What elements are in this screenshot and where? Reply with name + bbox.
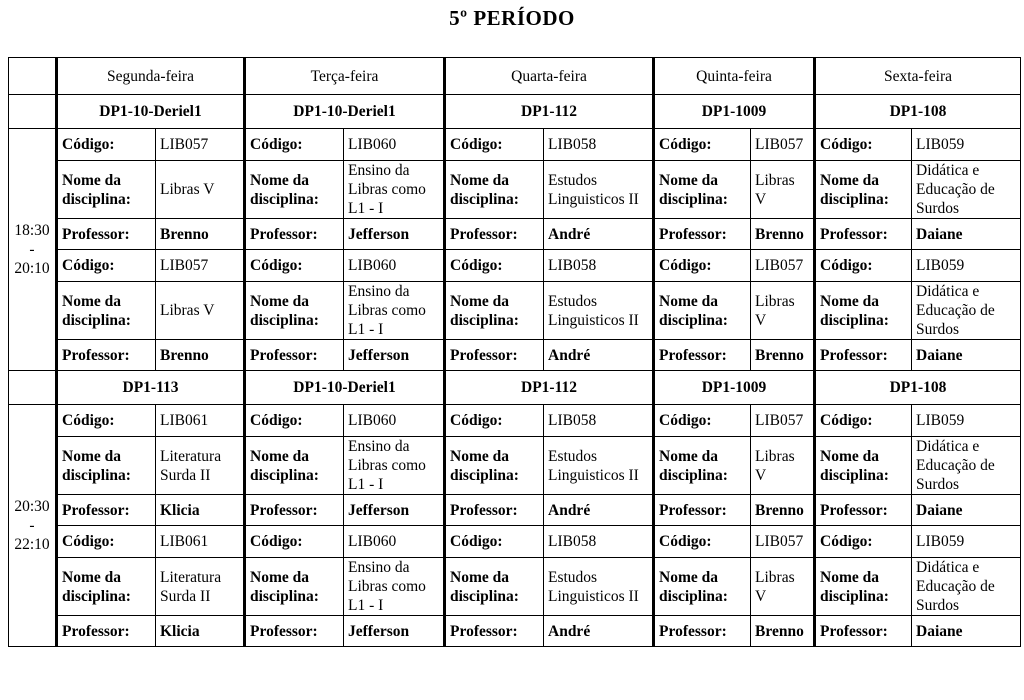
code-label: Código: [815,129,912,161]
room-friday: DP1-108 [815,371,1021,405]
class-row-prof [9,495,1021,526]
prof-value: Brenno [156,219,245,250]
day-header-thursday: Quinta-feira [654,58,815,95]
name-label: Nome da disciplina: [245,558,344,616]
prof-label: Professor: [654,495,751,526]
name-value: Estudos Linguisticos II [544,437,654,495]
name-value: Ensino da Libras como L1 - I [344,282,445,340]
code-label: Código: [815,526,912,558]
name-label: Nome da disciplina: [445,282,544,340]
room-tuesday: DP1-10-Deriel1 [245,95,445,129]
prof-label: Professor: [245,616,344,647]
class-row-prof [9,616,1021,647]
time-start: 18:30 [14,222,50,239]
room-wednesday: DP1-112 [445,95,654,129]
prof-value: Jefferson [344,219,445,250]
prof-label: Professor: [245,219,344,250]
class-row-name [9,282,1021,340]
prof-value: Brenno [751,616,815,647]
name-label: Nome da disciplina: [815,282,912,340]
prof-label: Professor: [815,495,912,526]
class-row-code [9,129,1021,161]
code-value: LIB058 [544,250,654,282]
prof-label: Professor: [245,495,344,526]
prof-label: Professor: [57,616,156,647]
schedule-table [8,57,1021,647]
prof-value: Daiane [912,219,1021,250]
name-value: Didática e Educação de Surdos [912,161,1021,219]
room-friday: DP1-108 [815,95,1021,129]
name-value: Libras V [751,437,815,495]
code-label: Código: [245,405,344,437]
code-value: LIB061 [156,526,245,558]
prof-value: Jefferson [344,495,445,526]
name-value: Estudos Linguisticos II [544,558,654,616]
code-label: Código: [654,526,751,558]
name-value: Didática e Educação de Surdos [912,437,1021,495]
code-value: LIB057 [156,250,245,282]
name-label: Nome da disciplina: [654,437,751,495]
code-value: LIB057 [751,250,815,282]
prof-value: Brenno [156,340,245,371]
code-value: LIB060 [344,526,445,558]
class-row-name [9,437,1021,495]
prof-label: Professor: [57,340,156,371]
prof-label: Professor: [815,340,912,371]
code-label: Código: [445,250,544,282]
code-label: Código: [445,405,544,437]
name-value: Libras V [156,282,245,340]
prof-value: André [544,495,654,526]
name-value: Estudos Linguisticos II [544,282,654,340]
name-value: Ensino da Libras como L1 - I [344,558,445,616]
prof-value: Klicia [156,616,245,647]
page-title: 5º PERÍODO [449,6,575,30]
code-label: Código: [815,250,912,282]
class-row-code [9,526,1021,558]
prof-label: Professor: [654,219,751,250]
prof-label: Professor: [245,340,344,371]
time-end: 22:10 [14,536,50,553]
code-value: LIB059 [912,526,1021,558]
time-slot-cell [9,129,57,371]
name-label: Nome da disciplina: [57,161,156,219]
class-row-name [9,558,1021,616]
code-value: LIB059 [912,129,1021,161]
name-value: Ensino da Libras como L1 - I [344,437,445,495]
prof-label: Professor: [445,340,544,371]
prof-value: Jefferson [344,616,445,647]
code-value: LIB060 [344,250,445,282]
code-label: Código: [815,405,912,437]
room-thursday: DP1-1009 [654,371,815,405]
prof-value: Daiane [912,340,1021,371]
room-thursday: DP1-1009 [654,95,815,129]
room-wednesday: DP1-112 [445,371,654,405]
prof-value: Brenno [751,495,815,526]
room-row [9,371,1021,405]
code-value: LIB059 [912,250,1021,282]
class-row-code [9,405,1021,437]
code-label: Código: [245,250,344,282]
name-value: Didática e Educação de Surdos [912,282,1021,340]
room-corner-cell [9,95,57,129]
code-value: LIB057 [156,129,245,161]
time-dash: - [29,241,35,258]
code-label: Código: [654,129,751,161]
code-label: Código: [245,129,344,161]
room-corner-cell [9,371,57,405]
prof-value: Brenno [751,219,815,250]
prof-value: André [544,340,654,371]
name-label: Nome da disciplina: [654,161,751,219]
room-tuesday: DP1-10-Deriel1 [245,371,445,405]
code-label: Código: [445,129,544,161]
prof-value: Klicia [156,495,245,526]
name-value: Libras V [751,558,815,616]
name-label: Nome da disciplina: [654,558,751,616]
name-label: Nome da disciplina: [815,437,912,495]
day-header-tuesday: Terça-feira [245,58,445,95]
time-start: 20:30 [14,498,50,515]
prof-value: Jefferson [344,340,445,371]
name-label: Nome da disciplina: [245,437,344,495]
name-label: Nome da disciplina: [815,161,912,219]
prof-label: Professor: [815,219,912,250]
day-header-friday: Sexta-feira [815,58,1021,95]
prof-label: Professor: [57,219,156,250]
name-label: Nome da disciplina: [445,558,544,616]
name-value: Estudos Linguisticos II [544,161,654,219]
prof-value: Brenno [751,340,815,371]
name-label: Nome da disciplina: [245,282,344,340]
prof-label: Professor: [815,616,912,647]
prof-label: Professor: [445,616,544,647]
time-slot-cell [9,405,57,647]
code-value: LIB058 [544,405,654,437]
corner-cell [9,58,57,95]
prof-label: Professor: [654,340,751,371]
code-label: Código: [57,250,156,282]
class-row-name [9,161,1021,219]
code-value: LIB060 [344,129,445,161]
class-row-prof [9,340,1021,371]
name-value: Didática e Educação de Surdos [912,558,1021,616]
code-value: LIB058 [544,129,654,161]
time-dash: - [29,517,35,534]
code-label: Código: [57,526,156,558]
prof-value: André [544,219,654,250]
day-header-wednesday: Quarta-feira [445,58,654,95]
class-row-code [9,250,1021,282]
name-label: Nome da disciplina: [57,558,156,616]
day-header-row [9,58,1021,95]
name-label: Nome da disciplina: [445,161,544,219]
code-value: LIB057 [751,129,815,161]
prof-value: Daiane [912,495,1021,526]
prof-value: André [544,616,654,647]
name-value: Ensino da Libras como L1 - I [344,161,445,219]
code-value: LIB061 [156,405,245,437]
time-end: 20:10 [14,260,50,277]
code-label: Código: [57,405,156,437]
class-row-prof [9,219,1021,250]
prof-label: Professor: [57,495,156,526]
name-value: Libras V [751,161,815,219]
day-header-monday: Segunda-feira [57,58,245,95]
prof-label: Professor: [654,616,751,647]
name-value: Libras V [751,282,815,340]
name-label: Nome da disciplina: [57,282,156,340]
code-value: LIB060 [344,405,445,437]
code-label: Código: [245,526,344,558]
name-label: Nome da disciplina: [654,282,751,340]
code-label: Código: [445,526,544,558]
name-value: Libras V [156,161,245,219]
room-monday: DP1-113 [57,371,245,405]
name-label: Nome da disciplina: [445,437,544,495]
code-value: LIB057 [751,526,815,558]
code-value: LIB058 [544,526,654,558]
code-label: Código: [654,405,751,437]
name-label: Nome da disciplina: [245,161,344,219]
prof-value: Daiane [912,616,1021,647]
name-value: Literatura Surda II [156,558,245,616]
room-monday: DP1-10-Deriel1 [57,95,245,129]
code-value: LIB057 [751,405,815,437]
name-value: Literatura Surda II [156,437,245,495]
schedule-body [9,58,1021,647]
code-label: Código: [57,129,156,161]
prof-label: Professor: [445,219,544,250]
code-value: LIB059 [912,405,1021,437]
name-label: Nome da disciplina: [57,437,156,495]
code-label: Código: [654,250,751,282]
room-row [9,95,1021,129]
name-label: Nome da disciplina: [815,558,912,616]
prof-label: Professor: [445,495,544,526]
